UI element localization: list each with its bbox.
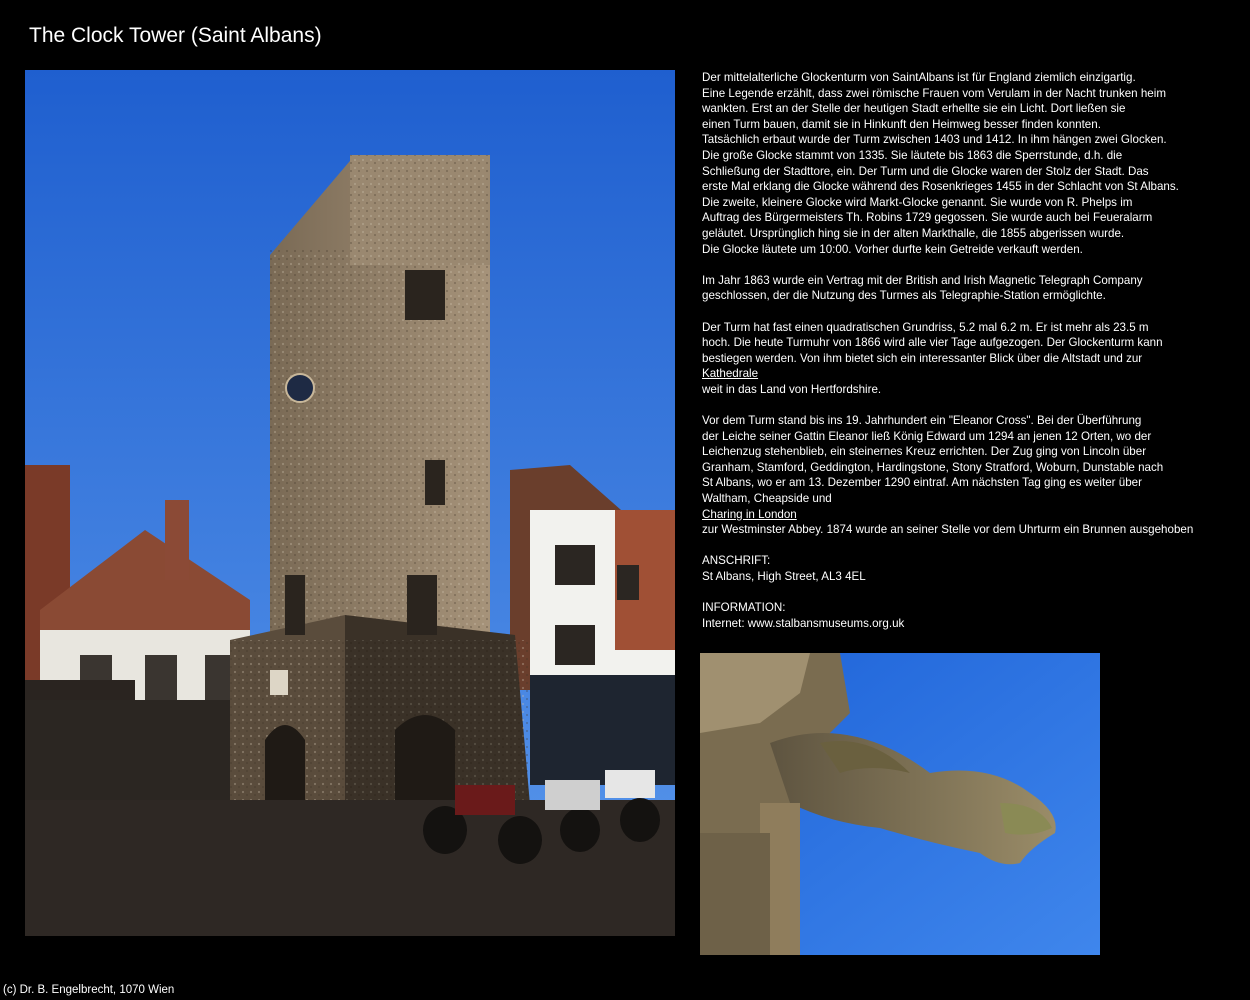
text-line: Der mittelalterliche Glockenturm von SaintAlbans ist für England ziemlich einzigartig.: [702, 71, 1136, 84]
text-line: wankten. Erst an der Stelle der heutigen Stadt erhellte sie ein Licht. Dort ließen sie: [702, 102, 1126, 116]
text-line: Tatsächlich erbaut wurde der Turm zwischen 1403 und 1412. In ihm hängen zwei Glocken.: [702, 133, 1167, 147]
charing-london-link[interactable]: Charing in London: [702, 507, 797, 521]
text-line: Granham, Stamford, Geddington, Hardingstone, Stony Stratford, Woburn, Dunstable nach: [702, 460, 1164, 474]
text-line: Im Jahr 1863 wurde ein Vertrag mit der British and Irish Magnetic Telegraph Company: [702, 273, 1143, 287]
text-line: Die große Glocke stammt von 1335. Sie läutete bis 1863 die Sperrstunde, d.h. die: [702, 148, 1123, 162]
text-line: Vor dem Turm stand bis ins 19. Jahrhundert ein "Eleanor Cross". Bei der Überführung: [702, 414, 1142, 428]
text-line: hoch. Die heute Turmuhr von 1866 wird alle vier Tage aufgezogen. Der Glockenturm kann: [702, 336, 1163, 350]
text-line: einen Turm bauen, damit sie in Hinkunft den Heimweg besser finden konnten.: [702, 117, 1101, 131]
address-label: ANSCHRIFT:: [702, 554, 771, 568]
paragraph-history: [702, 70, 1230, 257]
text-line: Leichenzug stehenblieb, ein steinernes Kreuz errichten. Der Zug ging von Lincoln über: [702, 445, 1147, 459]
text-line: Waltham, Cheapside und: [702, 492, 832, 506]
text-line: der Leiche seiner Gattin Eleanor ließ König Edward um 1294 an jenen 12 Orten, wo der: [702, 429, 1152, 443]
text-line: Die zweite, kleinere Glocke wird Markt-Glocke genannt. Sie wurde von R. Phelps im: [702, 195, 1133, 209]
information-section: [702, 600, 1230, 631]
text-line: Auftrag des Bürgermeisters Th. Robins 1729 gegossen. Sie wurde auch bei Feueralarm: [702, 211, 1153, 225]
text-line: geschlossen, der die Nutzung des Turmes als Telegraphie-Station ermöglichte.: [702, 289, 1106, 303]
gargoyle-photo: [700, 653, 1100, 955]
text-line: Schließung der Stadttore, ein. Der Turm und die Glocke waren der Stolz der Stadt. Das: [702, 164, 1149, 178]
text-line: Die Glocke läutete um 10:00. Vorher durfte kein Getreide verkauft werden.: [702, 242, 1083, 256]
address-value: St Albans, High Street, AL3 4EL: [702, 570, 866, 583]
text-line: weit in das Land von Hertfordshire.: [702, 382, 882, 396]
text-line: geläutet. Ursprünglich hing sie in der alten Markthalle, die 1855 abgerissen wurde.: [702, 226, 1125, 240]
information-value: Internet: www.stalbansmuseums.org.uk: [702, 616, 905, 630]
text-line: zur Westminster Abbey. 1874 wurde an seiner Stelle vor dem Uhrturm ein Brunnen ausgehoben: [702, 523, 1194, 537]
cathedral-link[interactable]: Kathedrale: [702, 367, 759, 381]
clock-tower-photo: [25, 70, 675, 936]
page-title: The Clock Tower (Saint Albans): [29, 24, 322, 47]
article-text: [702, 70, 1230, 647]
paragraph-telegraph: [702, 273, 1230, 304]
paragraph-eleanor-cross: [702, 413, 1230, 538]
information-label: INFORMATION:: [702, 601, 786, 615]
copyright-footer: (c) Dr. B. Engelbrecht, 1070 Wien: [3, 984, 175, 996]
paragraph-dimensions: [702, 320, 1230, 398]
text-line: Eine Legende erzählt, dass zwei römische Frauen vom Verulam in der Nacht trunken heim: [702, 86, 1166, 100]
address-section: [702, 553, 1230, 584]
text-line: bestiegen werden. Von ihm bietet sich ein interessanter Blick über die Altstadt und zur: [702, 351, 1143, 365]
text-line: erste Mal erklang die Glocke während des Rosenkrieges 1455 in der Schlacht von St Albans.: [702, 180, 1179, 194]
text-line: St Albans, wo er am 13. Dezember 1290 eintraf. Am nächsten Tag ging es weiter über: [702, 476, 1142, 490]
text-line: Der Turm hat fast einen quadratischen Grundriss, 5.2 mal 6.2 m. Er ist mehr als 23.5 m: [702, 320, 1149, 334]
